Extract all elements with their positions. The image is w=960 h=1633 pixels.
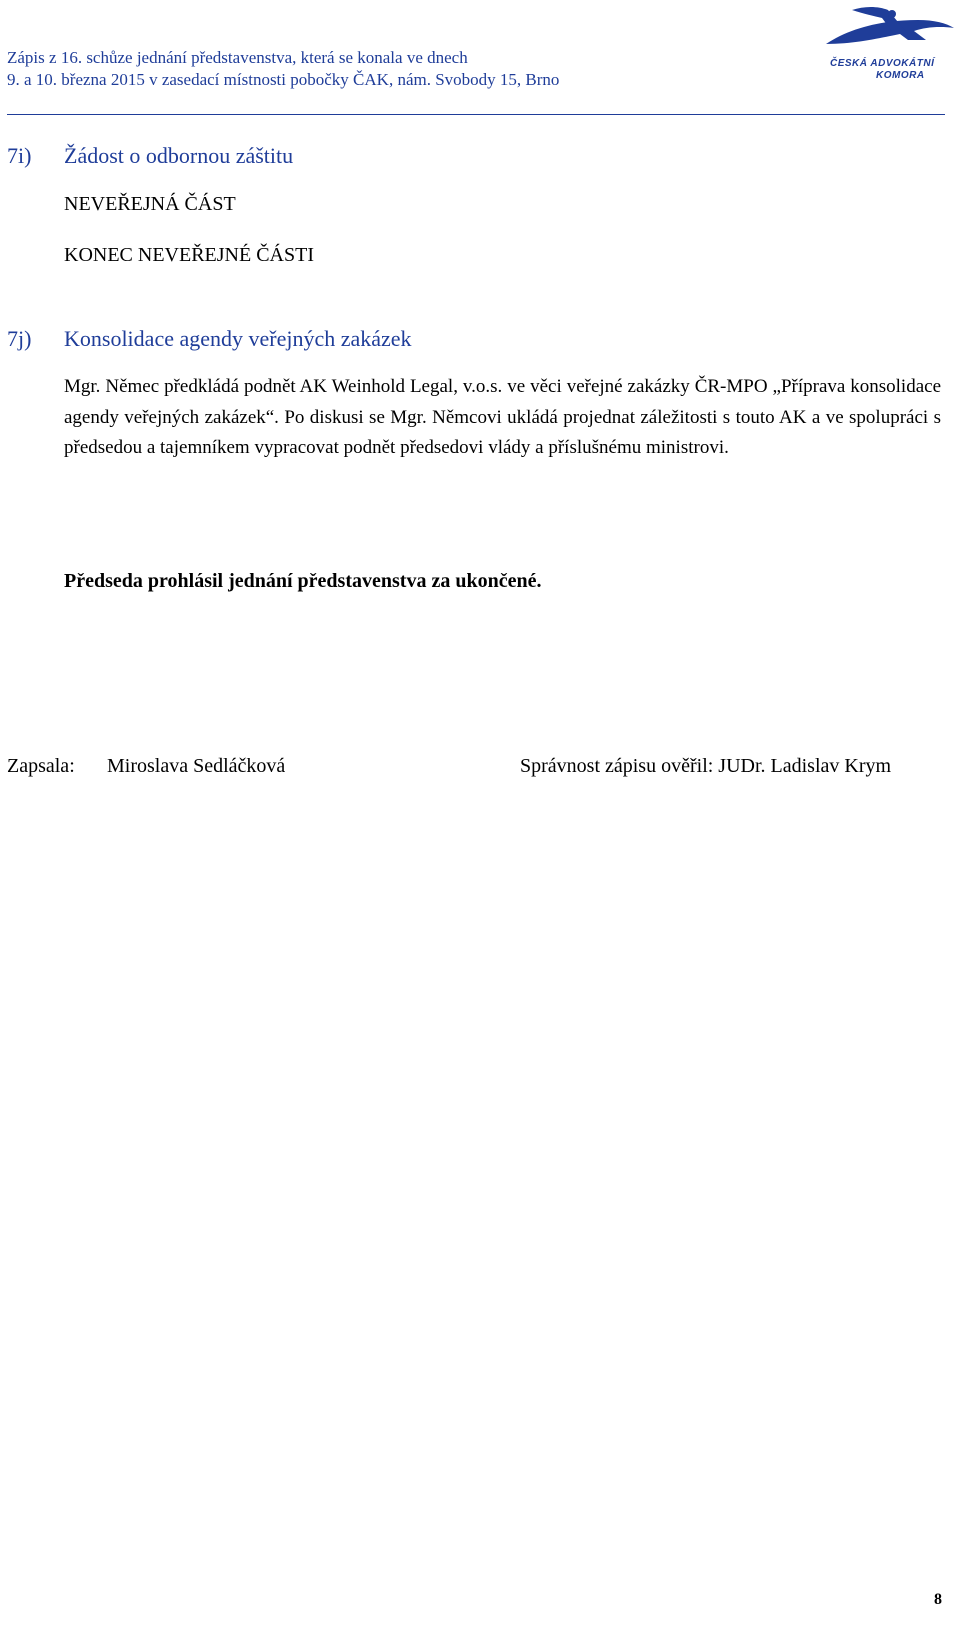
section-body-paragraph: Mgr. Němec předkládá podnět AK Weinhold Legal, v.o.s. ve věci veřejné zakázky ČR-MPO „Příprava konsolidace agendy veřejných zakázek“. Po diskusi se Mgr. Němcovi ukládá projednat záležitosti s touto AK a ve spolupráci s předsedou a tajemníkem vypracovat podnět předsedovi vlády a příslušnému ministrovi.: [64, 376, 941, 458]
section-number: 7i): [7, 143, 32, 168]
bar-association-logo: [822, 4, 958, 84]
recorded-by-name: Miroslava Sedláčková: [107, 755, 286, 777]
verified-by: Správnost zápisu ověřil: JUDr. Ladislav Krym: [520, 755, 892, 777]
logo-text-line-2: KOMORA: [876, 70, 925, 81]
closing-statement: Předseda prohlásil jednání představenstva za ukončené.: [64, 570, 542, 592]
section-title: Žádost o odbornou záštitu: [64, 143, 294, 168]
recorded-by-label: Zapsala:: [7, 755, 75, 777]
non-public-part-label: NEVEŘEJNÁ ČÁST: [64, 193, 236, 215]
section-number: 7j): [7, 326, 32, 351]
section-title: Konsolidace agendy veřejných zakázek: [64, 326, 412, 351]
end-non-public-part-label: KONEC NEVEŘEJNÉ ČÁSTI: [64, 244, 314, 266]
header-divider: [7, 114, 945, 115]
header-line-2: 9. a 10. března 2015 v zasedací místnosti pobočky ČAK, nám. Svobody 15, Brno: [7, 70, 560, 89]
header-line-1: Zápis z 16. schůze jednání představenstva, která se konala ve dnech: [7, 48, 468, 67]
page-number: 8: [934, 1591, 942, 1608]
logo-emblem-icon: [822, 4, 958, 60]
logo-text-line-1: ČESKÁ ADVOKÁTNÍ: [830, 58, 935, 69]
